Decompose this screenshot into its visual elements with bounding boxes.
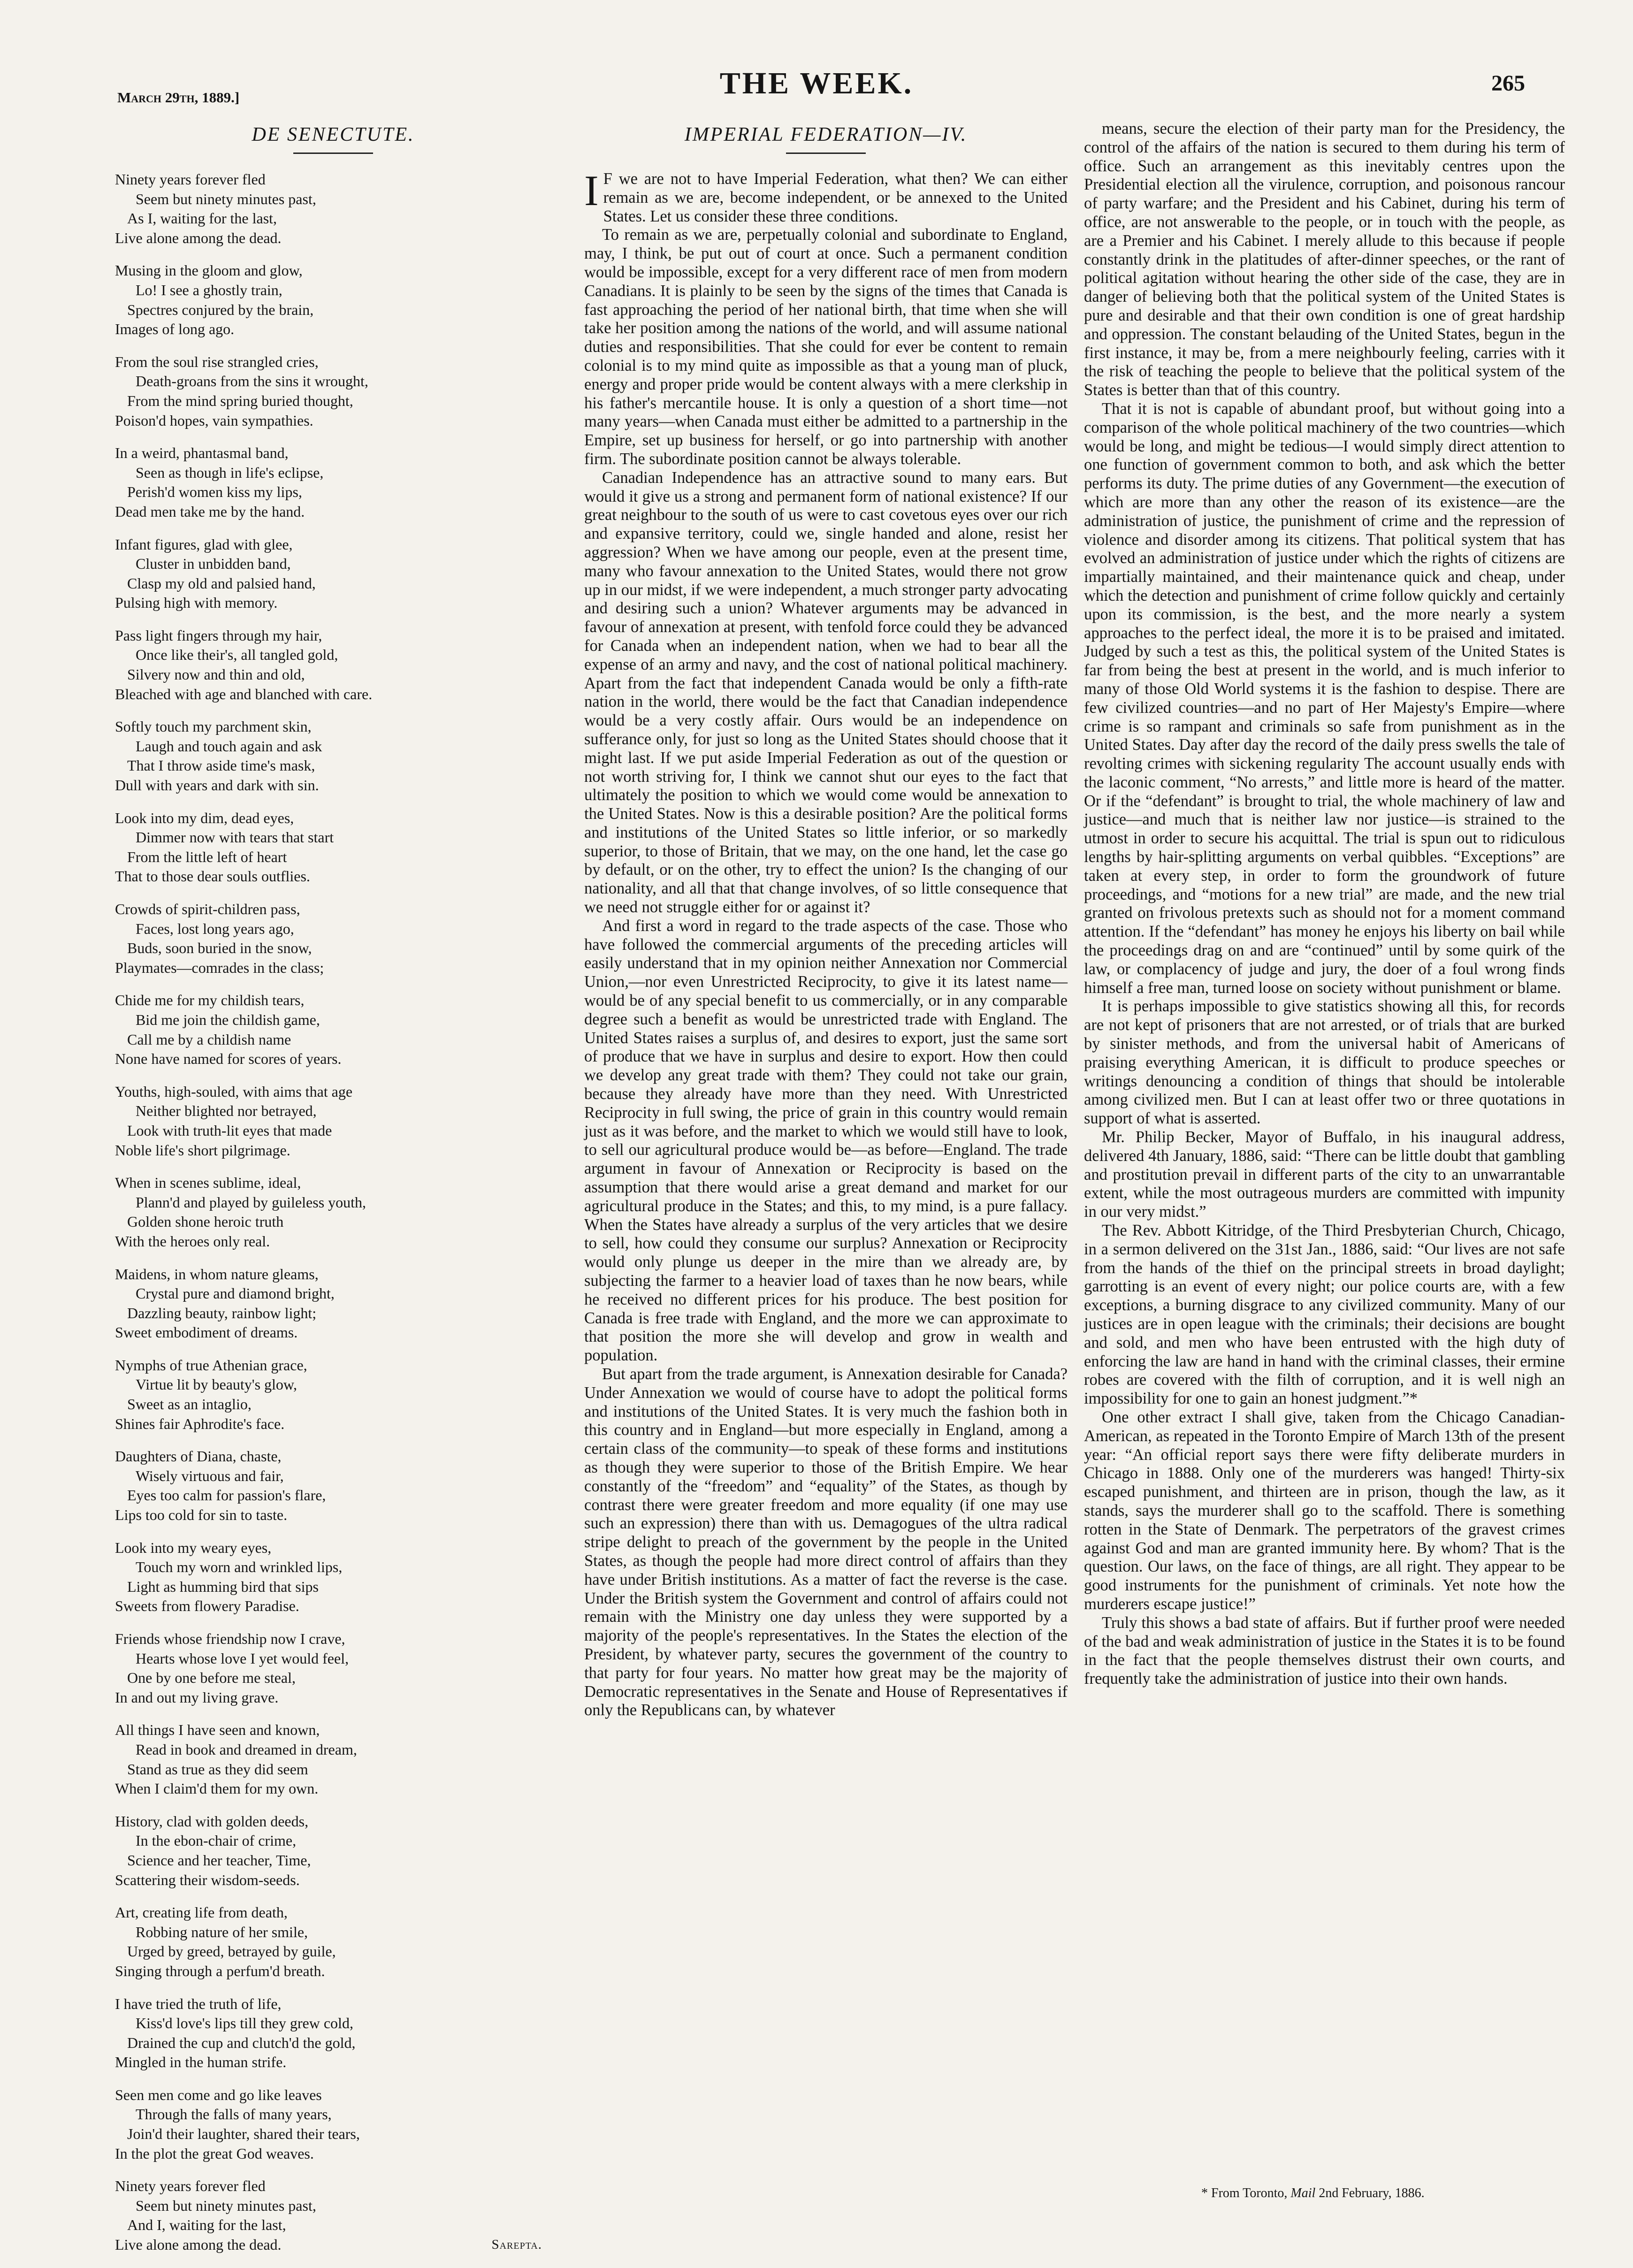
poem-stanza — [115, 809, 551, 886]
poem-line: Playmates—comrades in the class; — [115, 959, 324, 976]
poem-line: Art, creating life from death, — [115, 1904, 288, 1921]
article-title: IMPERIAL FEDERATION—IV. — [684, 124, 968, 145]
poem-line: Join'd their laughter, shared their tears, — [127, 2125, 360, 2143]
poem-line: Live alone among the dead. Sarepta. — [115, 2235, 551, 2255]
poem-line: Robbing nature of her smile, — [136, 1923, 308, 1940]
poem-stanza — [115, 1538, 551, 1616]
article-body-1 — [584, 167, 1068, 1720]
poem-line: One by one before me steal, — [127, 1669, 296, 1687]
poem-stanza — [115, 626, 551, 704]
poem-stanza — [115, 1812, 551, 1890]
poem-stanza — [115, 1447, 551, 1525]
poem-line: Dull with years and dark with sin. — [115, 777, 319, 794]
poem-line: Seen men come and go like leaves — [115, 2086, 322, 2103]
article-paragraph: And first a word in regard to the trade aspects of the case. Those who have followed the commercial arguments of the preceding articles will easily understand that in my opinion neither Annexation nor Commercial Union,—nor even Unrestricted Reciprocity, to give it its latest name—would be of any special benefit to us commercially, or in any comparable degree such a benefit as would be unrestricted trade with England. The United States raises a surplus of, and desires to export, just the same sort of produce that we have in surplus and desire to export. How then could we develop any great trade with them? They could not take our grain, because they already have more than they need. With Unrestricted Reciprocity in full swing, the price of grain in this country would remain just as it was before, and the market to which we would still have to look, to sell our agricultural produce would be—as before—England. The trade argument in favour of Annexation or Reciprocity is based on the assumption that there would arise a great demand and market for our agricultural produce in the States; and this, to my mind, is a pure fallacy. When the States have already a surplus of the very articles that we desire to sell, how could they consume our surplus? Annexation or Reciprocity would only plunge us deeper in the mire than we already are, by subjecting the farmer to a heavier load of taxes than he now bears, while he received no different prices for his produce. The best position for Canada is free trade with England, and the more we can approximate to that position the more she will develop and grow in wealth and population. — [584, 916, 1068, 1365]
poem-line: Dimmer now with tears that start — [136, 829, 334, 846]
poem-line: Musing in the gloom and glow, — [115, 262, 303, 279]
poem-line: Neither blighted nor betrayed, — [136, 1102, 317, 1120]
paragraph-text: F we are not to have Imperial Federation, what then? We can either remain as we are, become independent, or be annexed to the United States. Let us consider these three conditions. — [603, 170, 1068, 225]
poem-line: Look into my dim, dead eyes, — [115, 809, 294, 826]
poem-line: Softly touch my parchment skin, — [115, 718, 312, 735]
poem-line: Wisely virtuous and fair, — [136, 1467, 284, 1484]
article-paragraph: One other extract I shall give, taken from the Chicago Canadian-American, as repeated in the Toronto Empire of March 13th of the present year: “An official report says there were fifty deliberate murders in Chicago in 1888. Only one of the murderers was hanged! Thirty-six escaped punishment, and thirteen are in prison, though the law, as it stands, says the murderer shall go to the scaffold. There is something rotten in the State of Denmark. The perpetrators of the gravest crimes against God and man are granted immunity here. By whom? That is the question. Our laws, on the face of things, are all right. They appear to be good instruments for the punishment of criminals. Yet note how the murderers escape justice!” — [1084, 1408, 1565, 1613]
poem-line: Shines fair Aphrodite's face. — [115, 1415, 285, 1432]
poem-signature: Sarepta. — [491, 2237, 542, 2253]
article-paragraph: But apart from the trade argument, is Annexation desirable for Canada? Under Annexation we would of course have to adopt the political forms and institutions of the United States. It is very much the fashion both in this country and in England—but more especially in England, among a certain class of the community—to speak of these forms and institutions as though they were superior to those of the British Empire. We hear constantly of the “freedom” and “equality” of the States, as though by contrast there were greater freedom and more equality (if one may use such an expression) there than with us. Demagogues of the ultra radical stripe delight to preach of the government by the people in the United States, as though the people had more direct control of affairs than they have under British institutions. As a matter of fact the reverse is the case. Under the British system the Government and control of affairs could not remain with the Ministry one day unless they were supported by a majority of the people's representatives. In the States the election of the President, by whatever party, secures the government of the country to that party for four years. No matter how great may be the majority of Democratic representatives in the Senate and House of Representatives if only the Republicans can, by whatever — [584, 1365, 1068, 1719]
poem-line: Bleached with age and blanched with care. — [115, 685, 373, 703]
page-number: 265 — [1491, 71, 1525, 96]
poem-line: Lips too cold for sin to taste. — [115, 1506, 288, 1524]
poem-stanza — [115, 1082, 551, 1160]
title-rule — [786, 153, 866, 154]
article-paragraph: The Rev. Abbott Kitridge, of the Third Presbyterian Church, Chicago, in a sermon delivered on the 31st Jan., 1886, said: “Our lives are not safe from the hands of the thief on the principal streets in broad daylight; garrotting is an event of every night; our police courts are, with a few exceptions, a burning disgrace to any civilized community. Many of our justices are in open league with the criminals; their decisions are bought and sold, and men who have been entrusted with the high duty of enforcing the law are hand in hand with the criminal classes, their ermine robes are covered with the filth of corruption, and it is well nigh an impossibility for one to gain an honest judgment.”* — [1084, 1222, 1565, 1408]
poem-line: Laugh and touch again and ask — [136, 737, 322, 755]
poem-stanza — [115, 535, 551, 613]
poem-line: Read in book and dreamed in dream, — [136, 1741, 357, 1758]
poem-stanza — [115, 352, 551, 430]
article-paragraph: Truly this shows a bad state of affairs. But if further proof were needed of the bad and weak administration of justice in the States it is to be found in the fact that the people themselves distrust their own courts, and frequently take the administration of justice into their own hands. — [1084, 1613, 1565, 1688]
poem-column — [115, 120, 551, 2268]
poem-line: Crystal pure and diamond bright, — [136, 1285, 335, 1302]
article-paragraph: means, secure the election of their party man for the Presidency, the control of the affairs of the nation is secured to them during his term of office. Such an arrangement as this inevitably centres upon the Presidential election all the virulence, corruption, and poisonous rancour of party warfare; and the President and his Cabinet, during his term of office, are not answerable to the people, or in touch with the people, as are a Premier and his Cabinet. I merely allude to this because if people constantly drink in the platitudes of after-dinner speeches, or the rant of political agitation without hearing the other side of the case, they are in danger of believing both that the political system of the United States is pure and desirable and that their own condition is one of great hardship and oppression. The constant belauding of the United States, begun in the first instance, it may be, from a mere neighbourly feeling, carries with it the risk of teaching the people to believe that the political system of the States is better than that of this country. — [1084, 120, 1565, 399]
poem-line: Crowds of spirit-children pass, — [115, 901, 300, 917]
poem-line: Buds, soon buried in the snow, — [127, 939, 312, 957]
poem-line: Seen as though in life's eclipse, — [136, 464, 324, 481]
poem-line: From the soul rise strangled cries, — [115, 353, 319, 370]
poem-stanza — [115, 991, 551, 1069]
poem-line: Sweet embodiment of dreams. — [115, 1324, 298, 1341]
poem-stanza — [115, 1173, 551, 1251]
article-paragraph: To remain as we are, perpetually colonial and subordinate to England, may, I think, be put out of court at once. Such a permanent condition would be impossible, except for a very different race of men from modern Canadians. It is plainly to be seen by the signs of the times that Canada is fast approaching the period of her national birth, that time when she will take her position among the nations of the world, and will assume national duties and responsibilities. That she could for ever be content to remain colonial is to my mind quite as impossible as that a young man of pluck, energy and proper pride would be content always with a mere clerkship in his father's mercantile house. It is only a question of a short time—not many years—when Canada must either be admitted to a partnership in the Empire, set up business for herself, or go into partnership with another firm. The subordinate position cannot be always tolerable. — [584, 226, 1068, 468]
title-rule — [293, 153, 373, 154]
poem-stanza — [115, 1720, 551, 1798]
poem-line: In a weird, phantasmal band, — [115, 444, 289, 462]
poem-line: Nymphs of true Athenian grace, — [115, 1356, 307, 1374]
poem-line: Stand as true as they did seem — [127, 1760, 308, 1778]
poem-title: DE SENECTUTE. — [252, 124, 415, 145]
poem-line: Seem but ninety minutes past, — [136, 2197, 316, 2214]
poem-line: That I throw aside time's mask, — [127, 757, 315, 774]
poem-line: Dead men take me by the hand. — [115, 503, 305, 520]
poem-line: Youths, high-souled, with aims that age — [115, 1083, 353, 1100]
poem-line: Pulsing high with memory. — [115, 594, 278, 611]
poem-stanza — [115, 2176, 551, 2254]
footnote: * From Toronto, Mail 2nd February, 1886. — [1201, 2186, 1425, 2200]
issue-date: March 29th, 1889.] — [117, 89, 240, 106]
poem-line: Drained the cup and clutch'd the gold, — [127, 2034, 356, 2051]
poem-line: None have named for scores of years. — [115, 1050, 342, 1068]
poem-line: Mingled in the human strife. — [115, 2054, 287, 2071]
poem-stanza — [115, 1265, 551, 1343]
masthead: THE WEEK. — [719, 66, 914, 100]
article-column-2 — [1084, 120, 1565, 1688]
article-paragraph — [584, 167, 1068, 226]
poem-line: That to those dear souls outflies. — [115, 868, 310, 885]
poem-line: In the ebon-chair of crime, — [136, 1832, 297, 1849]
poem-line: Touch my worn and wrinkled lips, — [136, 1558, 343, 1576]
poem-line: From the mind spring buried thought, — [127, 392, 353, 409]
poem-stanza — [115, 261, 551, 339]
poem-stanza — [115, 1356, 551, 1434]
poem-line: Seem but ninety minutes past, — [136, 190, 316, 207]
poem-line: Science and her teacher, Time, — [127, 1851, 311, 1869]
poem-line: Ninety years forever fled — [115, 2177, 266, 2195]
poem-stanza — [115, 170, 551, 248]
poem-stanza — [115, 1994, 551, 2072]
poem-line: Cluster in unbidden band, — [136, 555, 291, 573]
article-paragraph: Canadian Independence has an attractive sound to many ears. But would it give us a strong and permanent form of national existence? If our great neighbour to the south of us were to cast covetous eyes over our rich and expansive territory, could we, single handed and alone, resist her aggression? When we have among our people, even at the present time, many who favour annexation to the United States, would there not grow up in our midst, if we were independent, a much stronger party advocating and desiring such a union? Whatever arguments may be advanced in favour of annexation at present, with tenfold force could they be advanced for Canada when an independent nation, when we had to bear all the expense of an army and navy, and the cost of national political machinery. Apart from the fact that independent Canada would be only a fifth-rate nation in the world, there would be the fact that Canadian independence would be a very costly affair. Ours would be an independence on sufferance only, for just so long as the United States should choose that it might last. If we put aside Imperial Federation as out of the question or not worth striving for, I think we cannot shut our eyes to the fact that ultimately the position to which we would come would be annexation to the United States. Now is this a desirable position? Are the political forms and institutions of the United States so little inferior, or so markedly superior, to those of Britain, that we may, on the one hand, let the case go by default, or on the other, try to effect the union? Is the changing of our nationality, and all that that change involves, of so little consequence that we need not struggle either for or against it? — [584, 468, 1068, 916]
poem-line: In the plot the great God weaves. — [115, 2145, 314, 2162]
poem-stanza — [115, 900, 551, 977]
poem-stanza — [115, 1629, 551, 1707]
poem-line: Singing through a perfum'd breath. — [115, 1962, 325, 1979]
poem-line: Look into my weary eyes, — [115, 1539, 272, 1556]
poem-line: Pass light fingers through my hair, — [115, 626, 322, 644]
article-paragraph: Mr. Philip Becker, Mayor of Buffalo, in his inaugural address, delivered 4th January, 1886, said: “There can be little doubt that gambling and prostitution prevail in different parts of the city to an unwarrantable extent, while the most outrageous murders are committed with impunity in our very midst.” — [1084, 1128, 1565, 1221]
poem-line: Kiss'd love's lips till they grew cold, — [136, 2015, 353, 2032]
poem-line: Friends whose friendship now I crave, — [115, 1630, 345, 1647]
poem-line: Through the falls of many years, — [136, 2106, 332, 2123]
poem-line: In and out my living grave. — [115, 1688, 279, 1706]
poem-line: And I, waiting for the last, — [127, 2216, 286, 2234]
poem-line: I have tried the truth of life, — [115, 1995, 282, 2012]
poem-line: Scattering their wisdom-seeds. — [115, 1871, 300, 1888]
article-body-2 — [1084, 120, 1565, 1688]
poem-line: Spectres conjured by the brain, — [127, 301, 314, 318]
poem-line: Plann'd and played by guileless youth, — [136, 1193, 366, 1211]
poem-line: Call me by a childish name — [127, 1031, 291, 1048]
article-paragraph: That it is not is capable of abundant proof, but without going into a comparison of the whole political machinery of the two countries—which would be long, and might be tedious—I would simply direct attention to one function of government common to both, and ask which the better performs its duty. The prime duties of any Government—the execution of which are more than any other the reason of its existence—are the administration of justice, the punishment of crime and the repression of violence and disorder among its citizens. That political system that has evolved an administration of justice under which the rights of citizens are impartially maintained, and their maintenance quick and cheap, under which the detection and punishment of crime follow quickly and certainly upon its commission, is the best, and the more nearly a system approaches to the perfect ideal, the more it is to be praised and imitated. Judged by such a test as this, the political system of the United States is far from being the best at present in the world, and is much inferior to many of those Old World systems it is the fashion to despise. There are few civilized countries—and no part of Her Majesty's Empire—where crime is so rampant and criminals so safe from punishment as in the United States. Day after day the record of the daily press swells the tale of revolting crimes with sickening regularity The account usually ends with the laconic comment, “No arrests,” and little more is heard of the matter. Or if the “defendant” is brought to trial, the whole machinery of law and justice—and much that is neither law nor justice—is strained to the utmost in order to secure his acquittal. The trial is spun out to ridiculous lengths by hair-splitting arguments on verbal quibbles. “Exceptions” are taken at every step, in order to form the groundwork of future proceedings, and “motions for a new trial” are made, and the new trial granted on frivolous pretexts such as should not for a moment command attention. If the “defendant” has money he enjoys his liberty on bail while the proceedings drag on and are “continued” until by some quirk of the law, or complacency of judge and jury, the doer of a foul wrong finds himself a free man, turned loose on society without punishment or blame. — [1084, 399, 1565, 997]
poem-stanza — [115, 2085, 551, 2163]
article-paragraph: It is perhaps impossible to give statistics showing all this, for records are not kept of prisoners that are not arrested, or of trials that are burked by sinister methods, and from the universal habit of Americans of praising everything American, it is difficult to produce speeches or writings denouncing a condition of things that should be intolerable among civilized men. But I can at least offer two or three quotations in support of what is asserted. — [1084, 997, 1565, 1128]
poem-line: Images of long ago. — [115, 321, 235, 338]
poem-line: Once like their's, all tangled gold, — [136, 646, 338, 664]
footnote-source: Mail — [1290, 2186, 1316, 2200]
poem-line: Poison'd hopes, vain sympathies. — [115, 412, 313, 429]
poem-line: Bid me join the childish game, — [136, 1011, 320, 1028]
poem-line: Infant figures, glad with glee, — [115, 535, 293, 553]
poem-line: Live alone among the dead. — [115, 229, 282, 246]
poem-line: Urged by greed, betrayed by guile, — [127, 1943, 336, 1960]
poem-stanza — [115, 443, 551, 521]
poem-line: Clasp my old and palsied hand, — [127, 574, 316, 592]
poem-line: Silvery now and thin and old, — [127, 666, 305, 683]
poem-line: Perish'd women kiss my lips, — [127, 483, 302, 501]
poem-line: Light as humming bird that sips — [127, 1578, 319, 1595]
poem-line: When in scenes sublime, ideal, — [115, 1174, 301, 1191]
poem-line: Death-groans from the sins it wrought, — [136, 373, 368, 390]
poem-body — [115, 170, 551, 2255]
poem-stanza — [115, 1903, 551, 1981]
poem-line: Sweet as an intaglio, — [127, 1396, 252, 1413]
poem-line: Chide me for my childish tears, — [115, 992, 305, 1009]
poem-line: Golden shone heroic truth — [127, 1213, 284, 1230]
poem-line: History, clad with golden deeds, — [115, 1812, 309, 1830]
poem-line: From the little left of heart — [127, 848, 287, 865]
poem-line: As I, waiting for the last, — [127, 210, 277, 227]
poem-line: Dazzling beauty, rainbow light; — [127, 1304, 317, 1321]
poem-line: Daughters of Diana, chaste, — [115, 1448, 282, 1465]
poem-line: All things I have seen and known, — [115, 1721, 320, 1739]
poem-line: Noble life's short pilgrimage. — [115, 1141, 290, 1159]
poem-line: Faces, lost long years ago, — [136, 920, 294, 937]
poem-line: Hearts whose love I yet would feel, — [136, 1649, 349, 1667]
poem-stanza — [115, 717, 551, 795]
poem-line: Virtue lit by beauty's glow, — [136, 1376, 297, 1393]
poem-line: Ninety years forever fled — [115, 171, 266, 188]
poem-line: With the heroes only real. — [115, 1232, 270, 1250]
poem-line: When I claim'd them for my own. — [115, 1780, 319, 1797]
drop-cap: I — [584, 167, 599, 214]
poem-line: Look with truth-lit eyes that made — [127, 1122, 332, 1139]
poem-line: Eyes too calm for passion's flare, — [127, 1487, 326, 1504]
poem-line: Maidens, in whom nature gleams, — [115, 1265, 319, 1283]
article-column-1 — [584, 120, 1068, 1720]
poem-line: Lo! I see a ghostly train, — [136, 281, 282, 298]
poem-line: Sweets from flowery Paradise. — [115, 1597, 299, 1615]
